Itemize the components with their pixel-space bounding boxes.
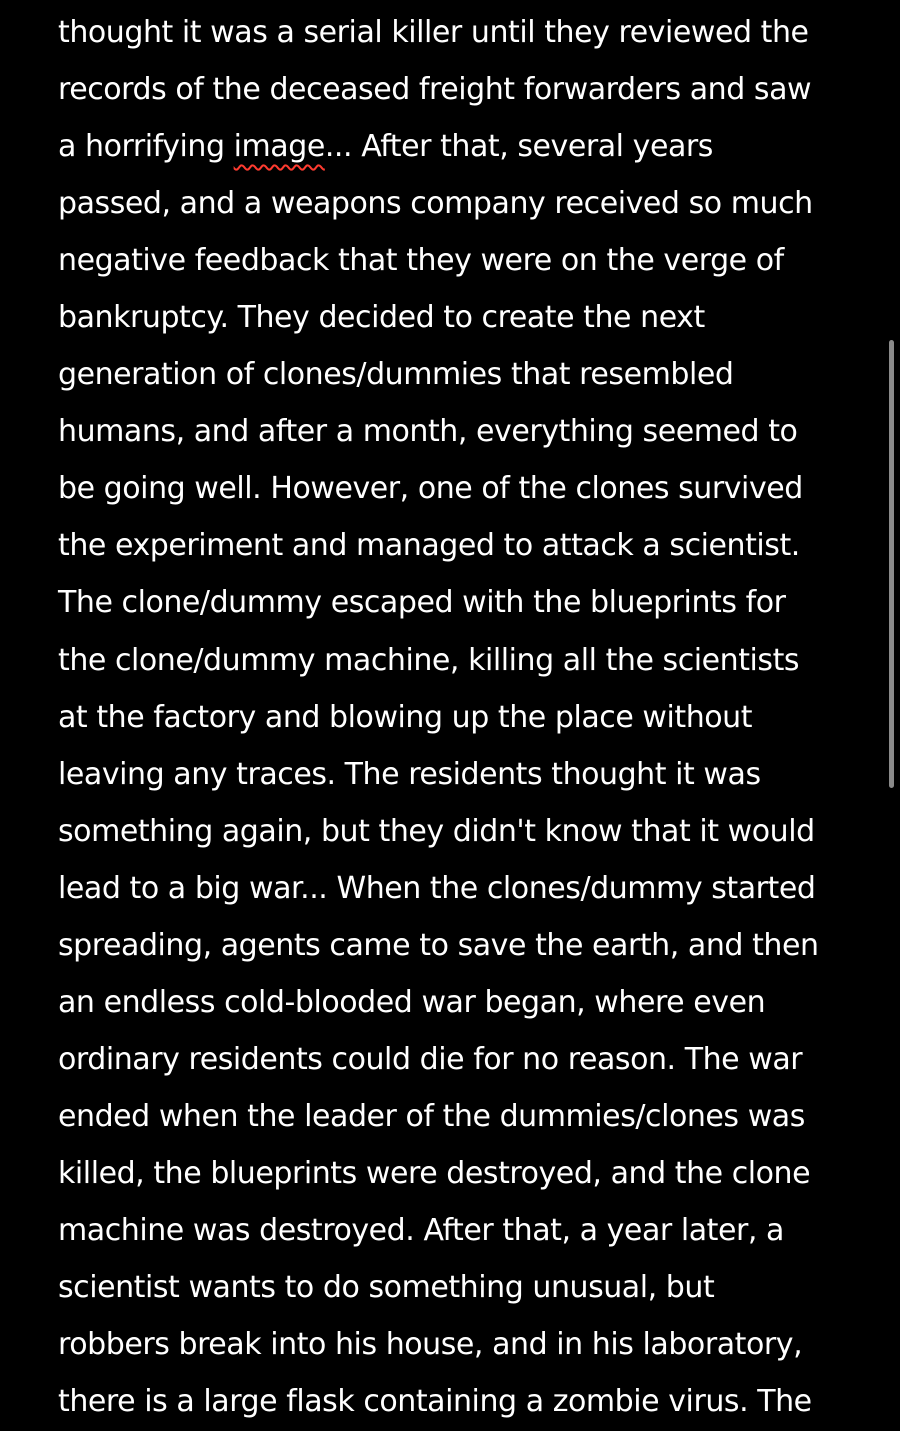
text-line[interactable]: thought it was a serial killer until they reviewed the xyxy=(58,15,809,50)
text-line[interactable]: bankruptcy. They decided to create the next xyxy=(58,300,705,336)
text-line[interactable]: negative feedback that they were on the verge of xyxy=(58,243,784,279)
document-text[interactable] xyxy=(58,4,858,1430)
text-segment: ... After that, several years xyxy=(324,129,713,165)
text-line[interactable]: there is a large flask containing a zombie virus. The xyxy=(58,1384,812,1420)
text-line[interactable]: generation of clones/dummies that resembled xyxy=(58,357,734,393)
text-line[interactable]: The clone/dummy escaped with the blueprints for xyxy=(58,585,786,621)
text-segment: a horrifying xyxy=(58,129,234,165)
text-line[interactable]: lead to a big war... When the clones/dummy started xyxy=(58,870,816,906)
text-line[interactable]: killed, the blueprints were destroyed, and the clone xyxy=(58,1155,811,1191)
misspelled-word[interactable]: image xyxy=(233,129,325,165)
text-line[interactable] xyxy=(58,118,858,175)
text-line[interactable]: ordinary residents could die for no reason. The war xyxy=(58,1041,803,1077)
text-line[interactable]: the experiment and managed to attack a scientist. xyxy=(58,528,800,564)
text-line[interactable]: be going well. However, one of the clones survived xyxy=(58,471,803,507)
text-line[interactable]: records of the deceased freight forwarders and saw xyxy=(58,72,812,108)
text-line[interactable]: ended when the leader of the dummies/clones was xyxy=(58,1098,805,1134)
text-line[interactable]: the clone/dummy machine, killing all the scientists xyxy=(58,642,800,678)
text-line[interactable]: machine was destroyed. After that, a year later, a xyxy=(58,1212,784,1248)
text-line[interactable]: passed, and a weapons company received so much xyxy=(58,186,813,222)
text-line[interactable]: robbers break into his house, and in his laboratory, xyxy=(58,1327,803,1363)
text-line[interactable]: at the factory and blowing up the place without xyxy=(58,699,753,735)
text-line[interactable]: humans, and after a month, everything seemed to xyxy=(58,414,798,450)
vertical-scrollbar[interactable] xyxy=(889,340,894,788)
text-line[interactable]: scientist wants to do something unusual, but xyxy=(58,1270,715,1306)
text-line[interactable]: an endless cold-blooded war began, where even xyxy=(58,984,766,1020)
text-line[interactable]: spreading, agents came to save the earth, and then xyxy=(58,927,819,963)
text-line[interactable]: leaving any traces. The residents thought it was xyxy=(58,756,761,792)
text-line[interactable]: something again, but they didn't know that it would xyxy=(58,813,815,849)
